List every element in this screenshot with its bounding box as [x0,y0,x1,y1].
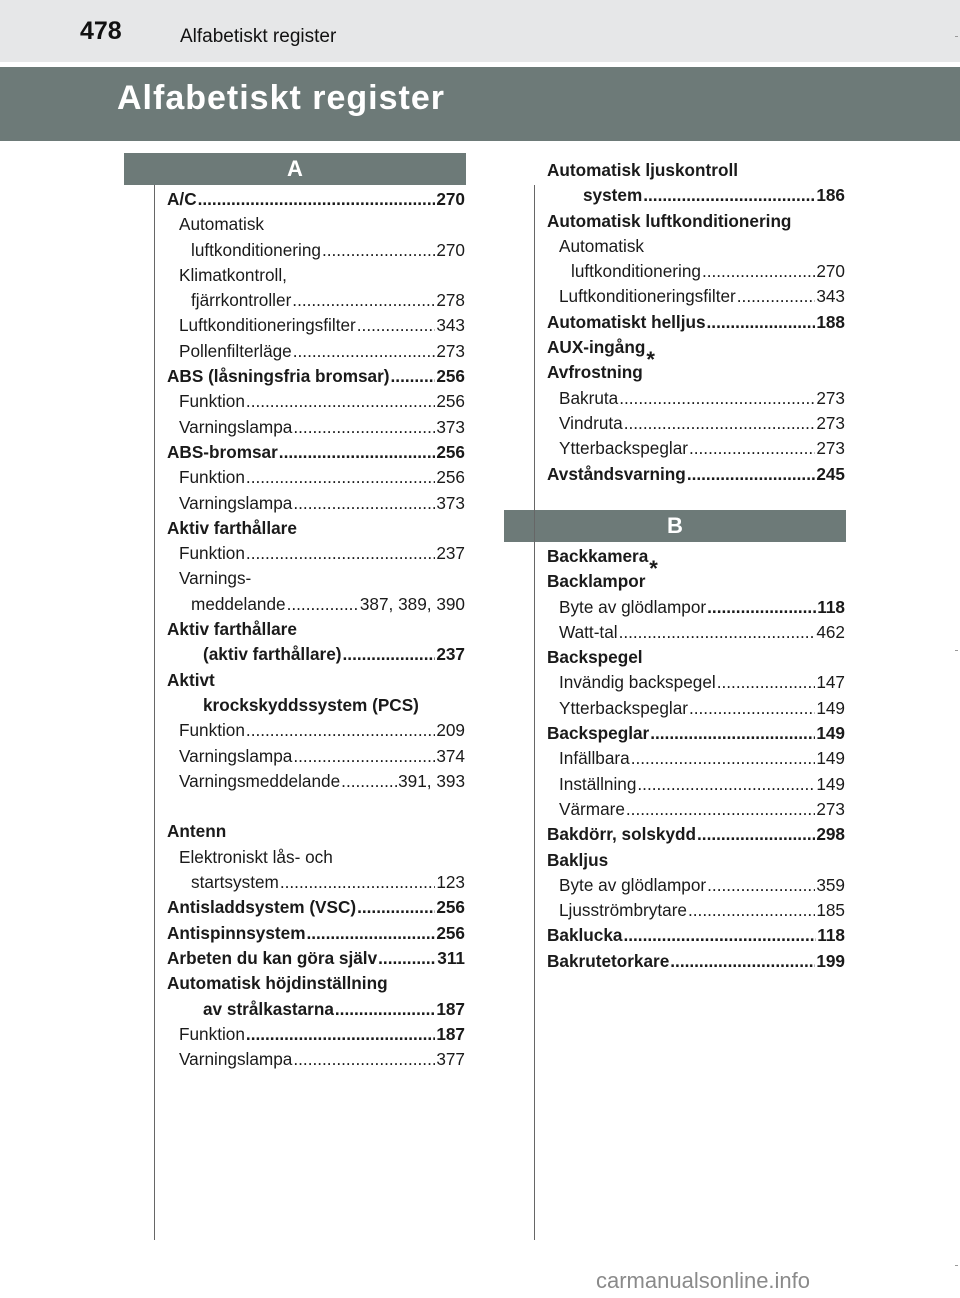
index-entry [167,516,465,541]
entry-page: 149 [816,723,845,744]
index-entry [547,848,845,873]
entry-page: 256 [436,467,465,488]
entry-page: 149 [816,697,845,718]
column-divider-right [534,185,535,1240]
index-subentry [167,592,465,617]
entry-page: 374 [436,745,465,766]
index-subentry [547,873,845,898]
index-subentry [547,797,845,822]
entry-term: Watt-tal [559,621,618,642]
entry-page: 256 [436,391,465,412]
entry-term: Aktiv farthållare [167,517,297,538]
entry-page: 343 [816,286,845,307]
index-subentry [167,997,465,1022]
dot-leader [637,772,815,797]
entry-page: 256 [436,441,465,462]
index-subentry [167,718,465,743]
dot-leader [357,313,436,338]
entry-term: Funktion [179,543,245,564]
dot-leader [246,389,435,414]
index-subentry [167,288,465,313]
entry-page: 188 [816,311,845,332]
dot-leader [279,440,436,465]
entry-page: 123 [436,872,465,893]
entry-term: Automatiskt helljus [547,311,706,332]
entry-term: av strålkastarna [203,998,334,1019]
watermark: carmanualsonline.info [596,1268,811,1293]
index-entry [547,158,845,183]
entry-term: meddelande [191,593,286,614]
entry-page: 186 [816,185,845,206]
entry-term: Automatisk luftkonditionering [547,210,792,231]
index-entry [547,310,845,335]
index-subentry [167,693,465,718]
entry-term: Varningslampa [179,416,293,437]
entry-page: 245 [816,463,845,484]
entry-page: 273 [436,340,465,361]
entry-term: luftkonditionering [571,261,701,282]
dot-leader [246,718,435,743]
entry-page: 118 [817,925,845,946]
entry-page: 237 [436,543,465,564]
index-subentry [167,238,465,263]
entry-term: Bakrutetorkare [547,950,670,971]
entry-term: Funktion [179,1023,245,1044]
entry-term: Elektroniskt lås- och [179,846,333,867]
entry-term: Klimatkontroll, [179,264,287,285]
dot-leader [287,592,359,617]
entry-term: Automatisk ljuskontroll [547,160,738,180]
index-entry [167,187,465,212]
entry-page: 373 [436,416,465,437]
index-column-b [547,544,845,974]
dot-leader [702,259,815,284]
index-subentry [167,491,465,516]
entry-page: 377 [436,1049,465,1070]
entry-term: Avfrostning [547,362,643,383]
index-entry [547,209,845,234]
entry-term: Automatisk [179,214,265,235]
entry-term: Antenn [167,821,227,842]
entry-term: krockskyddssystem (PCS) [203,694,419,715]
dot-leader [293,415,435,440]
entry-term: Luftkonditioneringsfilter [179,315,356,336]
index-subentry [167,769,465,794]
index-subentry [167,870,465,895]
column-divider-left [154,185,155,1240]
entry-term: Byte av glödlampor [559,596,707,617]
index-subentry [547,411,845,436]
entry-term: startsystem [191,872,279,893]
index-entry: AUX-ingång * [547,337,655,373]
index-entry [167,440,465,465]
index-subentry [167,313,465,338]
index-entry [547,822,845,847]
entry-page: 273 [816,438,845,459]
entry-term: Infällbara [559,748,630,769]
dot-leader [293,491,435,516]
entry-term: Backspegel [547,647,643,668]
entry-page: 256 [436,897,465,918]
entry-term: Backspeglar [547,723,650,744]
index-subentry [547,898,845,923]
index-subentry [547,696,845,721]
index-entry [167,668,465,693]
index-entry [547,949,845,974]
entry-term: Ytterbackspeglar [559,697,688,718]
index-subentry [167,566,465,591]
index-entry: Backkamera * [547,546,658,582]
index-subentry [547,746,845,771]
entry-page: 343 [436,315,465,336]
section-letter-b: B [504,510,846,542]
entry-term: Baklucka [547,925,623,946]
entry-term: A/C [167,189,197,209]
index-entry [167,946,465,971]
entry-term: Funktion [179,720,245,741]
edge-mark [955,36,958,37]
index-subentry [547,595,845,620]
index-subentry [167,212,465,237]
index-entry [167,364,465,389]
running-header [0,0,960,62]
entry-term: Arbeten du kan göra själv [167,947,378,968]
entry-page: 462 [816,621,845,642]
dot-leader [689,436,815,461]
index-subentry [167,263,465,288]
entry-term: Backkamera [547,546,649,566]
entry-page: 256 [436,922,465,943]
index-entry [547,569,845,594]
dot-leader [246,541,435,566]
index-subentry [547,259,845,284]
entry-term: system [583,185,643,206]
entry-term: Aktiv farthållare [167,619,297,640]
dot-leader [293,339,436,364]
entry-term: ABS-bromsar [167,441,278,462]
index-subentry [547,620,845,645]
entry-term: Ljusströmbrytare [559,900,687,921]
dot-leader [624,411,816,436]
entry-page: 273 [816,798,845,819]
entry-page: 311 [437,947,465,968]
entry-page: 387, 389, 390 [359,593,465,614]
dot-leader [292,288,435,313]
entry-term: Varningslampa [179,745,293,766]
dot-leader [737,284,816,309]
entry-page: 237 [436,644,465,665]
running-header-title: Alfabetiskt register [180,26,337,47]
index-subentry [167,845,465,870]
index-subentry [167,744,465,769]
entry-term: (aktiv farthållare) [203,644,342,665]
dot-leader [341,769,397,794]
dot-leader [717,670,816,695]
dot-leader [322,238,435,263]
index-entry [547,923,845,948]
dot-leader [697,822,815,847]
chapter-title: Alfabetiskt register [117,79,445,117]
entry-term: Funktion [179,391,245,412]
entry-page: 149 [816,748,845,769]
entry-term: Varningslampa [179,1049,293,1070]
entry-page: 118 [817,596,845,617]
dot-leader [619,386,815,411]
entry-page: 273 [816,412,845,433]
entry-term: Bakruta [559,387,619,408]
index-subentry [167,415,465,440]
entry-page: 187 [436,998,465,1019]
entry-term: Automatisk [559,235,645,256]
entry-term: Backlampor [547,571,646,592]
index-subentry [547,284,845,309]
entry-term: Avståndsvarning [547,463,686,484]
index-entry [167,617,465,642]
index-entry [167,895,465,920]
entry-page: 270 [436,189,465,209]
entry-term: Värmare [559,798,625,819]
index-subentry [547,386,845,411]
entry-page: 391, 393 [398,770,465,791]
dot-leader [198,187,436,212]
entry-term: Inställning [559,773,637,794]
entry-page: 270 [436,239,465,260]
entry-term: Ytterbackspeglar [559,438,688,459]
dot-leader [650,721,815,746]
entry-term: Vindruta [559,412,623,433]
page-number: 478 [80,17,122,45]
entry-page: 273 [816,387,845,408]
dot-leader [378,946,436,971]
entry-term: AUX-ingång [547,337,646,358]
entry-page: 256 [436,366,465,387]
dot-leader [688,898,815,923]
index-subentry [547,234,845,259]
dot-leader [643,183,815,208]
index-entry [547,645,845,670]
edge-mark [955,650,958,651]
dot-leader [246,465,435,490]
chapter-banner [0,67,960,141]
edge-mark [955,1265,958,1266]
entry-page: 298 [816,824,845,845]
entry-page: 278 [436,290,465,311]
entry-page: 270 [816,261,845,282]
section-letter-a: A [124,153,466,185]
entry-term: Pollenfilterläge [179,340,292,361]
entry-term: Luftkonditioneringsfilter [559,286,736,307]
entry-page: 187 [436,1023,465,1044]
dot-leader [246,1022,435,1047]
index-subentry [167,465,465,490]
entry-term: Bakdörr, solskydd [547,824,697,845]
index-entry [547,462,845,487]
index-subentry [547,772,845,797]
dot-leader [670,949,815,974]
entry-term: ABS (låsningsfria bromsar) [167,366,390,387]
entry-term: fjärrkontroller [191,290,292,311]
index-subentry [167,339,465,364]
entry-term: luftkonditionering [191,239,321,260]
index-entry [547,360,845,385]
entry-term: Bakljus [547,849,609,870]
dot-leader [707,310,816,335]
entry-term: Invändig backspegel [559,672,716,693]
dot-leader [619,620,816,645]
index-subentry [167,389,465,414]
dot-leader [391,364,436,389]
entry-term: Antisladdsystem (VSC) [167,897,357,918]
entry-term: Aktivt [167,669,215,690]
entry-term: Antispinnsystem [167,922,306,943]
dot-leader [687,462,816,487]
dot-leader [280,870,435,895]
entry-page: 149 [816,773,845,794]
dot-leader [293,1047,435,1072]
entry-page: 209 [436,720,465,741]
entry-term: Varningsmeddelande [179,770,341,791]
dot-leader [343,642,436,667]
index-subentry [167,642,465,667]
entry-term: Funktion [179,467,245,488]
dot-leader [357,895,435,920]
index-column-a [167,187,465,1072]
index-entry [167,819,465,844]
index-subentry [547,436,845,461]
entry-term: Varnings- [179,568,252,589]
dot-leader [707,873,815,898]
index-subentry [167,1047,465,1072]
index-subentry [547,670,845,695]
entry-term: Automatisk höjdinställning [167,973,388,994]
index-subentry [167,1022,465,1047]
index-column-a-continued [547,158,845,487]
dot-leader [306,921,435,946]
entry-page: 373 [436,492,465,513]
dot-leader [626,797,815,822]
dot-leader [689,696,815,721]
index-entry [547,721,845,746]
blank-line [167,794,465,819]
dot-leader [707,595,816,620]
dot-leader [293,744,435,769]
dot-leader [335,997,435,1022]
index-entry [167,971,465,996]
entry-page: 199 [816,950,845,971]
index-entry [167,921,465,946]
entry-term: Varningslampa [179,492,293,513]
entry-page: 359 [816,874,845,895]
entry-page: 147 [816,672,845,693]
dot-leader [631,746,816,771]
index-subentry [547,183,845,208]
entry-page: 185 [816,900,845,921]
entry-term: Byte av glödlampor [559,874,707,895]
dot-leader [623,923,816,948]
index-subentry [167,541,465,566]
